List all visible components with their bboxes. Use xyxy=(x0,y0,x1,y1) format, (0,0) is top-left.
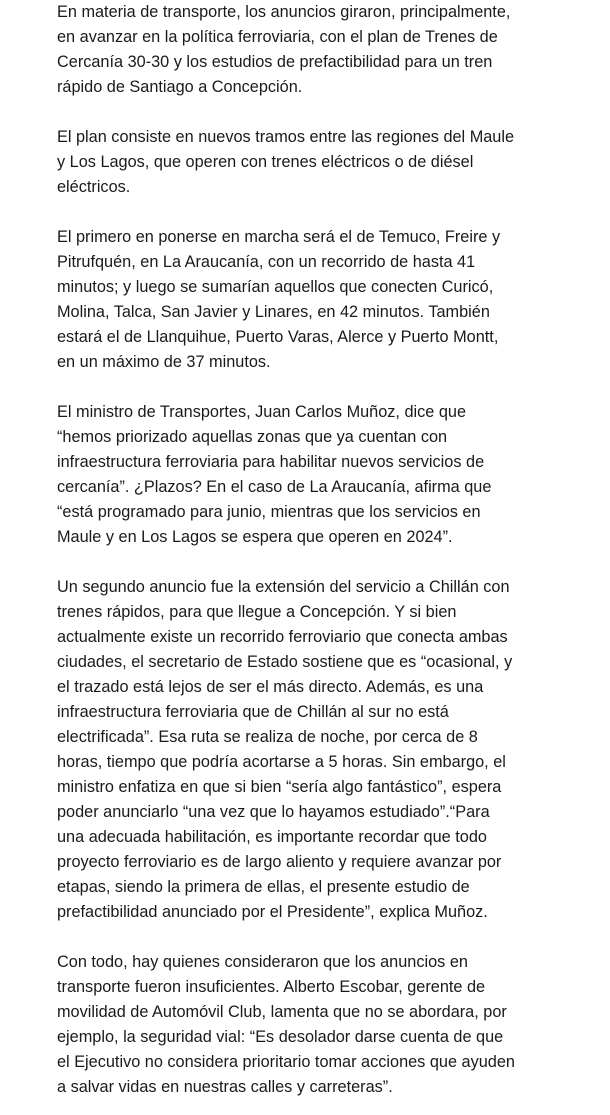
paragraph-chillan-extension xyxy=(57,575,577,925)
text-line: el trazado está lejos de ser el más directo. Además, es una xyxy=(57,678,484,696)
text-line: Pitrufquén, en La Araucanía, con un recorrido de hasta 41 xyxy=(57,253,476,271)
text-line: Cercanía 30-30 y los estudios de prefactibilidad para un tren xyxy=(57,53,493,71)
text-line: cercanía”. ¿Plazos? En el caso de La Araucanía, afirma que xyxy=(57,478,492,496)
paragraph-transport-announcements xyxy=(57,0,577,100)
text-line: El plan consiste en nuevos tramos entre las regiones del Maule xyxy=(57,128,515,146)
text-line: etapas, siendo la primera de ellas, el presente estudio de xyxy=(57,878,470,896)
text-line: “hemos priorizado aquellas zonas que ya cuentan con xyxy=(57,428,448,446)
paragraph-minister-quote xyxy=(57,400,577,550)
text-line: a salvar vidas en nuestras calles y carreteras”. xyxy=(57,1078,393,1096)
text-line: transporte fueron insuficientes. Alberto Escobar, gerente de xyxy=(57,978,486,996)
article-body xyxy=(57,0,577,1100)
text-line: infraestructura ferroviaria para habilitar nuevos servicios de xyxy=(57,453,485,471)
text-line: poder anunciarlo “una vez que lo hayamos estudiado”.“Para xyxy=(57,803,490,821)
text-line: en avanzar en la política ferroviaria, con el plan de Trenes de xyxy=(57,28,498,46)
text-line: movilidad de Automóvil Club, lamenta que no se abordara, por xyxy=(57,1003,507,1021)
text-line: una adecuada habilitación, es importante recordar que todo xyxy=(57,828,487,846)
text-line: infraestructura ferroviaria que de Chillán al sur no está xyxy=(57,703,449,721)
text-line: actualmente existe un recorrido ferroviario que conecta ambas xyxy=(57,628,508,646)
text-line: estará el de Llanquihue, Puerto Varas, Alerce y Puerto Montt, xyxy=(57,328,499,346)
text-line: rápido de Santiago a Concepción. xyxy=(57,78,303,96)
text-line: ciudades, el secretario de Estado sostiene que es “ocasional, y xyxy=(57,653,513,671)
text-line: prefactibilidad anunciado por el Presidente”, explica Muñoz. xyxy=(57,903,488,921)
text-line: “está programado para junio, mientras que los servicios en xyxy=(57,503,481,521)
text-line: ejemplo, la seguridad vial: “Es desolador darse cuenta de que xyxy=(57,1028,504,1046)
paragraph-first-routes xyxy=(57,225,577,375)
text-line: En materia de transporte, los anuncios giraron, principalmente, xyxy=(57,3,511,21)
text-line: electrificada”. Esa ruta se realiza de noche, por cerca de 8 xyxy=(57,728,478,746)
text-line: el Ejecutivo no considera prioritario tomar acciones que ayuden xyxy=(57,1053,515,1071)
text-line: horas, tiempo que podría acortarse a 5 horas. Sin embargo, el xyxy=(57,753,506,771)
text-line: eléctricos. xyxy=(57,178,131,196)
paragraph-plan-description xyxy=(57,125,577,200)
text-line: El ministro de Transportes, Juan Carlos Muñoz, dice que xyxy=(57,403,467,421)
text-line: Un segundo anuncio fue la extensión del servicio a Chillán con xyxy=(57,578,510,596)
text-line: y Los Lagos, que operen con trenes eléctricos o de diésel xyxy=(57,153,474,171)
text-line: minutos; y luego se sumarían aquellos que conecten Curicó, xyxy=(57,278,494,296)
text-line: trenes rápidos, para que llegue a Concepción. Y si bien xyxy=(57,603,457,621)
paragraph-criticism xyxy=(57,950,577,1100)
text-line: proyecto ferroviario es de largo aliento y requiere avanzar por xyxy=(57,853,502,871)
text-line: en un máximo de 37 minutos. xyxy=(57,353,271,371)
text-line: Maule y en Los Lagos se espera que operen en 2024”. xyxy=(57,528,453,546)
text-line: Molina, Talca, San Javier y Linares, en 42 minutos. También xyxy=(57,303,490,321)
text-line: ministro enfatiza en que si bien “sería algo fantástico”, espera xyxy=(57,778,502,796)
text-line: Con todo, hay quienes consideraron que los anuncios en xyxy=(57,953,468,971)
text-line: El primero en ponerse en marcha será el de Temuco, Freire y xyxy=(57,228,501,246)
